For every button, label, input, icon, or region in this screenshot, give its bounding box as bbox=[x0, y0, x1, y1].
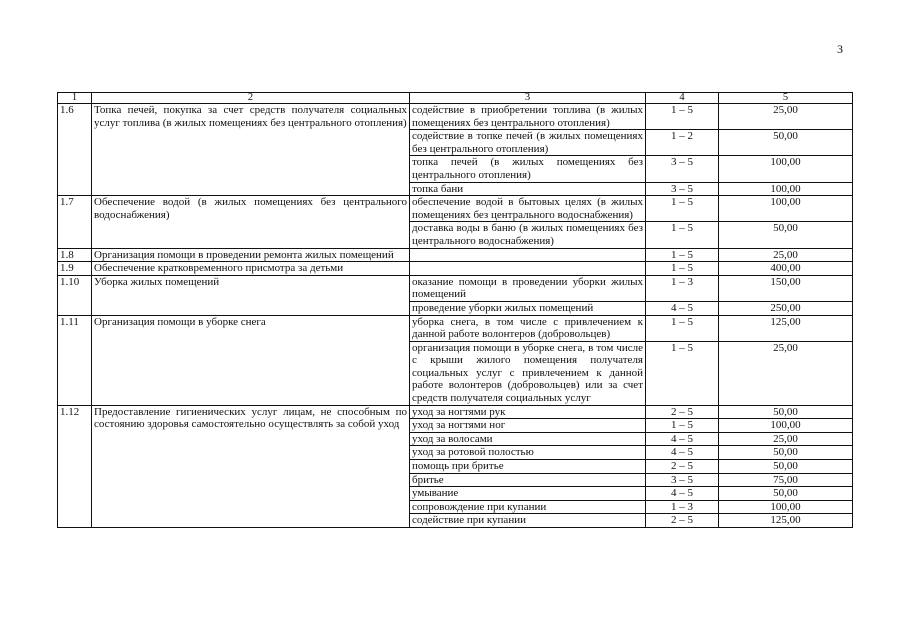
service-item: обеспечение водой в бытовых целях (в жилых помещениях без центрального водоснабжения) bbox=[410, 196, 646, 222]
price-cell: 100,00 bbox=[719, 196, 853, 222]
service-item: уборка снега, в том числе с привлечением к данной работе волонтеров (добровольцев) bbox=[410, 315, 646, 341]
price-cell: 50,00 bbox=[719, 222, 853, 248]
service-item: уход за ногтями ног bbox=[410, 419, 646, 433]
price-cell: 400,00 bbox=[719, 262, 853, 276]
frequency-cell: 1 – 5 bbox=[646, 222, 719, 248]
column-header: 5 bbox=[719, 93, 853, 104]
service-name: Обеспечение кратковременного присмотра за детьми bbox=[92, 262, 410, 276]
page-number: 3 bbox=[837, 42, 843, 56]
price-cell: 75,00 bbox=[719, 473, 853, 487]
table-row bbox=[58, 405, 853, 419]
section-number: 1.6 bbox=[58, 104, 92, 196]
price-cell: 100,00 bbox=[719, 182, 853, 196]
column-header: 3 bbox=[410, 93, 646, 104]
service-item: бритье bbox=[410, 473, 646, 487]
service-name: Организация помощи в уборке снега bbox=[92, 315, 410, 405]
price-cell: 50,00 bbox=[719, 460, 853, 474]
service-item: сопровождение при купании bbox=[410, 500, 646, 514]
frequency-cell: 1 – 2 bbox=[646, 130, 719, 156]
table-row bbox=[58, 196, 853, 222]
price-cell: 25,00 bbox=[719, 432, 853, 446]
price-cell: 125,00 bbox=[719, 315, 853, 341]
frequency-cell: 2 – 5 bbox=[646, 405, 719, 419]
service-item: содействие при купании bbox=[410, 514, 646, 528]
services-table bbox=[57, 92, 853, 528]
section-number: 1.8 bbox=[58, 248, 92, 262]
column-header: 2 bbox=[92, 93, 410, 104]
service-item bbox=[410, 262, 646, 276]
frequency-cell: 1 – 5 bbox=[646, 104, 719, 130]
service-item: проведение уборки жилых помещений bbox=[410, 301, 646, 315]
service-item: топка бани bbox=[410, 182, 646, 196]
frequency-cell: 3 – 5 bbox=[646, 156, 719, 182]
price-cell: 25,00 bbox=[719, 341, 853, 405]
price-cell: 100,00 bbox=[719, 156, 853, 182]
section-number: 1.11 bbox=[58, 315, 92, 405]
price-cell: 100,00 bbox=[719, 500, 853, 514]
service-item: уход за волосами bbox=[410, 432, 646, 446]
frequency-cell: 2 – 5 bbox=[646, 460, 719, 474]
service-item bbox=[410, 248, 646, 262]
frequency-cell: 4 – 5 bbox=[646, 301, 719, 315]
frequency-cell: 4 – 5 bbox=[646, 487, 719, 501]
frequency-cell: 1 – 5 bbox=[646, 248, 719, 262]
service-item: умывание bbox=[410, 487, 646, 501]
price-cell: 50,00 bbox=[719, 446, 853, 460]
section-number: 1.7 bbox=[58, 196, 92, 248]
price-cell: 50,00 bbox=[719, 405, 853, 419]
frequency-cell: 2 – 5 bbox=[646, 514, 719, 528]
price-cell: 150,00 bbox=[719, 275, 853, 301]
price-cell: 50,00 bbox=[719, 130, 853, 156]
service-name: Организация помощи в проведении ремонта жилых помещений bbox=[92, 248, 410, 262]
frequency-cell: 1 – 3 bbox=[646, 275, 719, 301]
section-number: 1.9 bbox=[58, 262, 92, 276]
column-header-row bbox=[58, 93, 853, 104]
service-item: топка печей (в жилых помещениях без центрального отопления) bbox=[410, 156, 646, 182]
service-item: уход за ротовой полостью bbox=[410, 446, 646, 460]
column-header: 4 bbox=[646, 93, 719, 104]
price-cell: 25,00 bbox=[719, 248, 853, 262]
service-item: содействие в топке печей (в жилых помещениях без центрального отопления) bbox=[410, 130, 646, 156]
frequency-cell: 1 – 5 bbox=[646, 341, 719, 405]
price-cell: 250,00 bbox=[719, 301, 853, 315]
price-cell: 100,00 bbox=[719, 419, 853, 433]
frequency-cell: 1 – 5 bbox=[646, 262, 719, 276]
price-cell: 125,00 bbox=[719, 514, 853, 528]
service-name: Предоставление гигиенических услуг лицам, не способным по состоянию здоровья самостоятельно осуществлять за собой уход bbox=[92, 405, 410, 527]
service-name: Топка печей, покупка за счет средств получателя социальных услуг топлива (в жилых помещениях без центрального отопления) bbox=[92, 104, 410, 196]
column-header: 1 bbox=[58, 93, 92, 104]
service-name: Уборка жилых помещений bbox=[92, 275, 410, 315]
frequency-cell: 1 – 5 bbox=[646, 196, 719, 222]
service-item: доставка воды в баню (в жилых помещениях без центрального водоснабжения) bbox=[410, 222, 646, 248]
table-row bbox=[58, 262, 853, 276]
service-name: Обеспечение водой (в жилых помещениях без центрального водоснабжения) bbox=[92, 196, 410, 248]
service-item: содействие в приобретении топлива (в жилых помещениях без центрального отопления) bbox=[410, 104, 646, 130]
service-item: оказание помощи в проведении уборки жилых помещений bbox=[410, 275, 646, 301]
table-row bbox=[58, 275, 853, 301]
table-row bbox=[58, 248, 853, 262]
frequency-cell: 4 – 5 bbox=[646, 432, 719, 446]
frequency-cell: 1 – 3 bbox=[646, 500, 719, 514]
service-item: организация помощи в уборке снега, в том числе с крыши жилого помещения получателя социальных услуг с привлечением к данной работе волонтеров (добровольцев) или за счет средств получателя социальных услуг bbox=[410, 341, 646, 405]
frequency-cell: 1 – 5 bbox=[646, 419, 719, 433]
price-cell: 50,00 bbox=[719, 487, 853, 501]
service-item: помощь при бритье bbox=[410, 460, 646, 474]
frequency-cell: 3 – 5 bbox=[646, 182, 719, 196]
frequency-cell: 4 – 5 bbox=[646, 446, 719, 460]
table-row bbox=[58, 104, 853, 130]
table-row bbox=[58, 315, 853, 341]
section-number: 1.12 bbox=[58, 405, 92, 527]
price-cell: 25,00 bbox=[719, 104, 853, 130]
frequency-cell: 3 – 5 bbox=[646, 473, 719, 487]
section-number: 1.10 bbox=[58, 275, 92, 315]
service-item: уход за ногтями рук bbox=[410, 405, 646, 419]
frequency-cell: 1 – 5 bbox=[646, 315, 719, 341]
